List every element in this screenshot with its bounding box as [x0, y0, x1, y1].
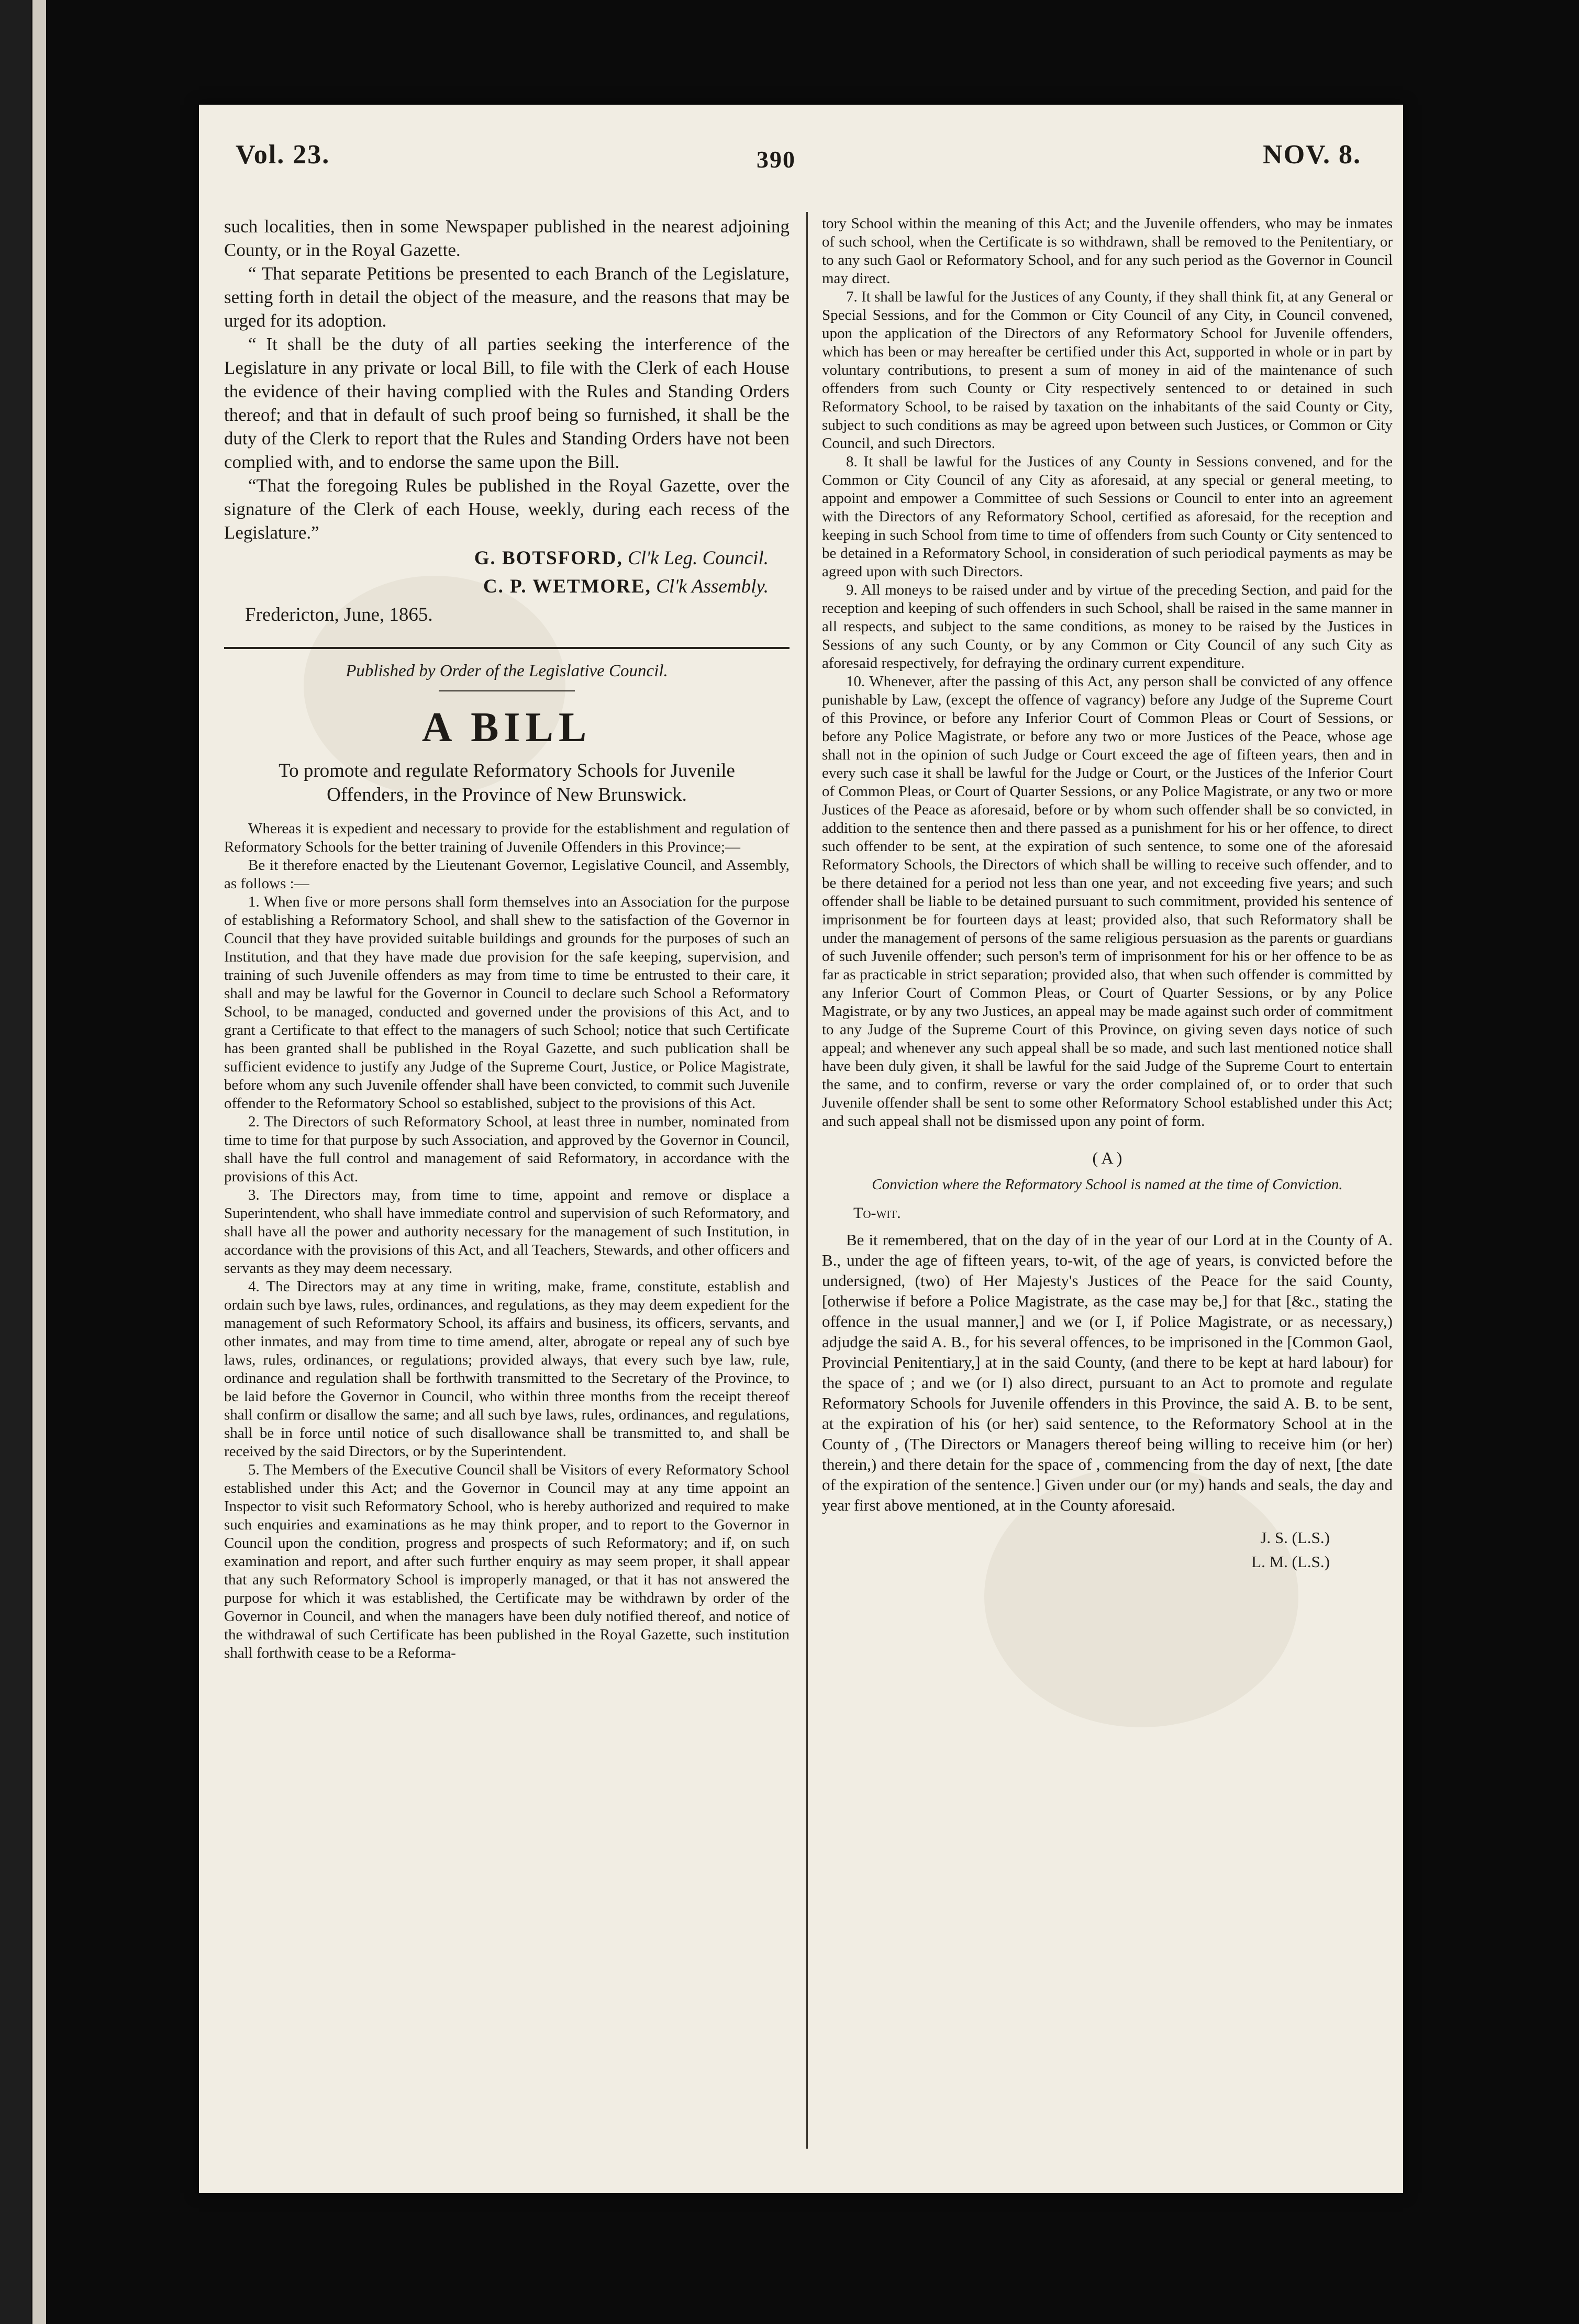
bill-paragraph: Whereas it is expedient and necessary to provide for the establishment and regulation of Reformatory Schools for the better training of Juvenile Offenders in this Province;—: [224, 820, 790, 855]
bill-section: 4. The Directors may at any time in writing, make, frame, constitute, establish and ordain such bye laws, rules, ordinances, and regulations, as they may deem expedient for the management of such Reformatory School, its affairs and business, its officers, servants, and other inmates, and may from time to time amend, alter, abrogate or repeal any of such bye laws, rules, ordinances, or regulations; provided always, that every such bye law, rule, ordinance and regulation shall be forthwith transmitted to the Secretary of the Province, to be laid before the Governor in Council, who within three months from the receipt thereof shall confirm or disallow the same; and all such bye laws, rules, ordinances, and regulations, shall be in force until notice of such disallowance shall be transmitted to, and shall be received by the said Directors, or by the Superintendent.: [224, 1278, 790, 1460]
bill-section: 5. The Members of the Executive Council shall be Visitors of every Reformatory School established under this Act; and the Governor in Council may at any time appoint an Inspector to visit such Reformatory School, who is hereby authorized and required to make such enquiries and examinations as he may think proper, and to report to the Governor in Council upon the condition, progress and prospects of such Reformatory; and if, on such examination and report, and after such further enquiry as may seem proper, it shall appear that any such Reformatory School is improperly managed, or that it has not answered the purpose for which it was established, the Certificate may be withdrawn by order of the Governor in Council, and when the managers have been duly notified thereof, and notice of the withdrawal of such Certificate has been published in the Royal Gazette, such institution shall forthwith cease to be a Reforma-: [224, 1461, 790, 1661]
bill-section: tory School within the meaning of this Act; and the Juvenile offenders, who may be inmates of such school, when the Certificate is so withdrawn, shall be removed to the Penitentiary, or to any such Gaol or Reformatory School, and for any such period as the Governor in Council may direct.: [822, 215, 1393, 287]
form-text: Be it remembered, that on the day of in the year of our Lord at in the County of A. B., under the age of fifteen years, to-wit, of the age of years, is convicted before the undersigned, (two) of Her Majesty's Justices of the Peace for the said County, [otherwise if before a Police Magistrate, as the case may be,] for that [&c., stating the offence in the usual manner,] and we (or I, if Police Magistrate, or as necessary,) adjudge the said A. B., for his several offences, to be imprisoned in the [Common Gaol, Provincial Penitentiary,] at in the said County, (and there to be kept at hard labour) for the space of ; and we (or I) also direct, pursuant to an Act to promote and regulate Reformatory Schools for Juvenile offenders in this Province, the said A. B. to be sent, at the expiration of his (or her) said sentence, to the Reformatory School at in the County of , (The Directors or Managers thereof being willing to receive him (or her) therein,) and there detain for the space of , commencing from the day of next, [the date of the expiration of the sentence.] Given under our (or my) hands and seals, the day and year first above mentioned, at in the County aforesaid.: [822, 1231, 1393, 1514]
seal-initials: [822, 1526, 1330, 1574]
bill-section: 1. When five or more persons shall form themselves into an Association for the purpose of establishing a Reformatory School, and shall shew to the satisfaction of the Governor in Council that they have provided suitable buildings and grounds for the purposes of such an Institution, and that they have made due provision for the safe keeping, supervision, and training of such Juvenile offenders as may from time to time be entrusted to their care, it shall and may be lawful for the Governor in Council to declare such School a Reformatory School, to be managed, conducted and governed under the provisions of this Act, and to grant a Certificate to that effect to the managers of such School; notice that such Certificate has been granted shall be published in the Royal Gazette, and such publication shall be sufficient evidence to justify any Judge of the Supreme Court, Justice, or Police Magistrate, before whom any such Juvenile offender shall have been convicted, to commit such Juvenile offender to the Reformatory School so established, subject to the provisions of this Act.: [224, 893, 790, 1112]
signature-botsford: [224, 544, 769, 573]
signature-wetmore: [224, 573, 769, 601]
bill-section: 8. It shall be lawful for the Justices of any County in Sessions convened, and for the Common or City Council of any City as aforesaid, at any special or general meeting, to appoint and empower a Committee of such Sessions or Council to enter into an agreement with the Directors of any Reformatory School, certified as aforesaid, for the reception and keeping in such School from time to time of offenders from such County or City sentenced to be detained in a Reformatory School, in consideration of such periodical payments as may be agreed upon with such Directors.: [822, 453, 1393, 580]
signature-name: C. P. WETMORE,: [483, 576, 651, 597]
form-caption: Conviction where the Reformatory School is named at the time of Conviction.: [872, 1176, 1343, 1193]
issue-date: NOV. 8.: [1263, 140, 1361, 170]
seal-initial-line: L. M. (L.S.): [1251, 1552, 1330, 1571]
form-label: ( A ): [1092, 1148, 1122, 1167]
bill-section: 9. All moneys to be raised under and by virtue of the preceding Section, and paid for the reception and keeping of such offenders in such School, shall be raised in the same manner in all respects, and subject to the same conditions, as money to be raised by the Justices in Sessions of any such County, or by any Common or City Council of any such City as aforesaid respectively, for defraying the ordinary current expenditure.: [822, 582, 1393, 672]
bill-section: 10. Whenever, after the passing of this Act, any person shall be convicted of any offence punishable by Law, (except the offence of vagrancy) before any Judge of the Supreme Court of this Province, or before any Inferior Court of Common Pleas or Court of Sessions, or before any Police Magistrate, or before any two or more Justices of the Peace, whose age shall not in the opinion of such Judge or Court exceed the age of fifteen years, then and in every such case it shall be lawful for the Judge or Court, or the Justices of the Inferior Court of Common Pleas, or Court of Quarter Sessions, or any Police Magistrate, or any two or more Justices of the Peace as aforesaid, before or by whom such offender shall be so convicted, in addition to the sentence then and there passed as a punishment for his or her offence, to direct such offender to be sent, at the expiration of such sentence, to some one of the aforesaid Reformatory Schools, the Directors of which shall be willing to receive such offender, and to be there detained for a period not less than one year, and not exceeding five years; and such offender shall be liable to be detained pursuant to such commitment, provided his sentence of imprisonment be for fourteen days at least; provided also, that such Reformatory shall be under the management of persons of the same religious persuasion as the parents or guardians of such Juvenile offender; such person's term of imprisonment for his or her offence to be as far as practicable in strict separation; provided also, that when such offender is committed by any Inferior Court of Common Pleas, or Court of Quarter Sessions, or by any Police Magistrate, or by any two Justices, an appeal may be made against such order of commitment to any Judge of the Supreme Court of this Province, on giving seven days notice of such appeal; and whenever any such appeal shall be so made, and such last mentioned notice shall have been duly given, it shall be lawful for the said Judge of the Supreme Court to entertain the same, and to confirm, reverse or vary the order complained of, or to order that such Juvenile offender shall be sent to some other Reformatory School established under this Act; and such appeal shall not be dismissed upon any point of form.: [822, 673, 1393, 1130]
left-column: [224, 215, 790, 2162]
page-number: 390: [757, 146, 796, 173]
place-date: Fredericton, June, 1865.: [245, 604, 433, 625]
bill-paragraph: Be it therefore enacted by the Lieutenant Governor, Legislative Council, and Assembly, as follows :—: [224, 857, 790, 892]
volume-label: Vol. 23.: [236, 140, 330, 170]
rules-paragraph: “ It shall be the duty of all parties seeking the interference of the Legislature in any private or local Bill, to file with the Clerk of each House the evidence of their having complied with the Rules and Standing Orders thereof; and that in default of such proof being so furnished, it shall be the duty of the Clerk to report that the Rules and Standing Orders have not been complied with, and to endorse the same upon the Bill.: [224, 334, 790, 472]
signature-name: G. BOTSFORD,: [474, 548, 623, 569]
section-rule: [224, 647, 790, 649]
bill-section: 2. The Directors of such Reformatory School, at least three in number, nominated from time to time for that purpose by such Association, and approved by the Governor in Council, shall have the full control and management of said Reformatory, in accordance with the provisions of this Act.: [224, 1113, 790, 1185]
scan-edge: [0, 0, 31, 2324]
signature-title: Cl'k Leg. Council.: [628, 548, 769, 569]
signature-title: Cl'k Assembly.: [656, 576, 769, 597]
column-divider: [806, 212, 808, 2149]
bill-title: A BILL: [421, 705, 592, 751]
scan-edge-strip: [32, 0, 46, 2324]
to-wit-label: To-wit.: [853, 1204, 901, 1222]
newspaper-page: [199, 105, 1403, 2193]
short-rule: [439, 690, 575, 691]
bill-subtitle: To promote and regulate Reformatory Schools for Juvenile Offenders, in the Province of New Brunswick.: [279, 760, 735, 806]
bill-section: 3. The Directors may, from time to time, appoint and remove or displace a Superintendent, who shall have immediate control and supervision of such Reformatory, and shall have all the power and authority necessary for the management of such Institution, in accordance with the provisions of this Act, and all Teachers, Stewards, and other officers and servants as they may deem necessary.: [224, 1187, 790, 1277]
seal-initial-line: J. S. (L.S.): [1260, 1528, 1330, 1547]
rules-paragraph: such localities, then in some Newspaper published in the nearest adjoining County, or in the Royal Gazette.: [224, 216, 790, 260]
published-by-line: Published by Order of the Legislative Council.: [346, 662, 668, 680]
rules-paragraph: “That the foregoing Rules be published in the Royal Gazette, over the signature of the Clerk of each House, weekly, during each recess of the Legislature.”: [224, 475, 790, 543]
rules-paragraph: “ That separate Petitions be presented to each Branch of the Legislature, setting forth in detail the object of the measure, and the reasons that may be urged for its adoption.: [224, 263, 790, 331]
right-column: [822, 215, 1393, 2162]
bill-section: 7. It shall be lawful for the Justices of any County, if they shall think fit, at any General or Special Sessions, and for the Common or City Council of any City, in Council convened, upon the application of the Directors of any Reformatory School for Juvenile offenders, which has been or may hereafter be certified under this Act, supported in whole or in part by voluntary contributions, to present a sum of money in aid of the maintenance of such offenders from such County or City respectively sentenced to or detained in such Reformatory School, to be raised by taxation on the inhabitants of the said County or City, subject to such conditions as may be agreed upon between such Justices, or Common or City Council, and such Directors.: [822, 288, 1393, 452]
